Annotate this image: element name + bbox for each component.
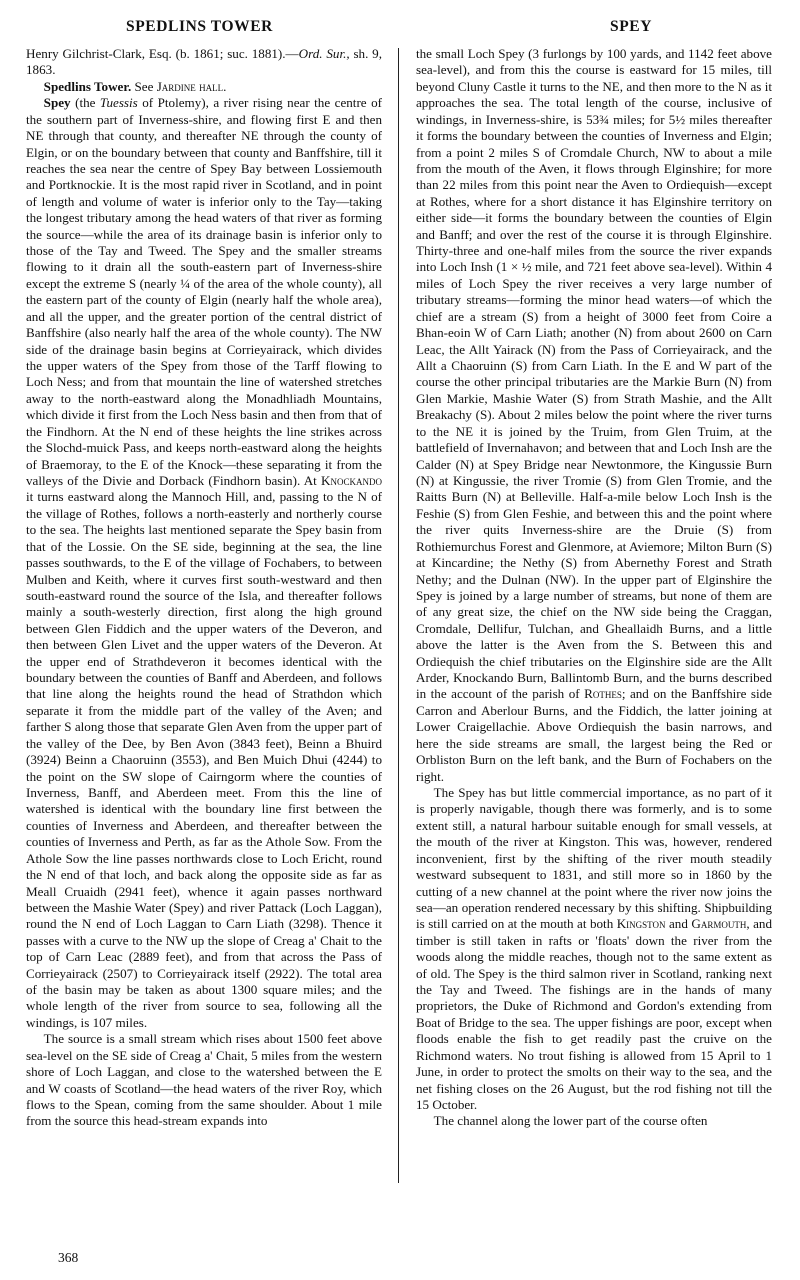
- page-number: 368: [58, 1250, 79, 1265]
- running-head: [30, 18, 770, 36]
- paragraph: [416, 785, 772, 1113]
- paragraph-text: The channel along the lower part of the course often: [433, 1113, 708, 1129]
- entry-spey: [26, 95, 382, 1031]
- paragraph-text: Spey (the Tuessis of Ptolemy), a river rising near the centre of the southern part of Inverness-shire, and flowing first E and then NE through that county, and thereafter NE through the county of Elgin, or on the boundary between that county and Banffshire, till it reaches the sea near the centre of Spey Bay between Lossiemouth and Portknockie. It is the most rapid river in Scotland, and in point of length and volume of water is inferior only to the Tay—taking the longest tributary among the head waters of that river as forming the source—while the area of its drainage basin is inferior only to those of the Tay and Tweed. The Spey and the smaller streams flowing to it drain all the south-eastern part of Inverness-shire except the extreme S (nearly ¼ of the area of the whole county), all the eastern part of the county of Elgin (nearly half the whole area), and all the upper, and the greater portion of the central district of Banffshire (also nearly half the area of the whole county). The NW side of the drainage basin begins at Corrieyairack, which divides the upper waters of the Spey from those of the Tarff flowing to Loch Ness; and from that mountain the line of watershed stretches away to the north-eastward along the Monadhliadh Mountains, which divide it first from the Loch Ness basin and then from that of the Findhorn. At the N end of these heights the line strikes across the Slochd-muick Pass, and keeps north-eastward along the heights of Braemoray, to the E of the Knock—these separating it from the valleys of the Divie and Dorback (Findhorn basin). At Knockando it turns eastward along the Mannoch Hill, and, passing to the N of the village of Rothes, follows a north-easterly and northerly course to the sea. The heights last mentioned separate the Spey basin from that of the Lossie. On the SE side, beginning at the sea, the line passes southwards, to the E of the village of Fochabers, to between Mulben and Keith, where it curves first south-westward and then south-eastward round the source of the Isla, and thereafter follows mainly a south-westerly direction, first along the high ground between Glen Fiddich and the upper waters of the Deveron, and then between Glen Livet and the upper waters of the Deveron. At the upper end of Strathdeveron it becomes identical with the boundary between the counties of Banff and Aberdeen, and follows that line along the heights round the head of Strathdon which separate it from the middle part of the valley of the Aven; and farther S along those that separate Glen Aven from the upper part of the valley of the Dee, by Ben Avon (3843 feet), Beinn a Bhuird (3924) Beinn a Chaoruinn (3553), and Ben Muich Dhui (4244) to the point on the SW slope of Cairngorm where the counties of Inverness, Banff, and Aberdeen meet. From this the line of watershed is identical with the boundary line first between the counties of Inverness and Aberdeen, and thereafter between the counties of Inverness and Perth, as far as the Athole Sow. From the Athole Sow the line passes northwards close to Loch Ericht, round the N end of that loch, and back along the opposite side as far as Meall Cruaidh (2941 feet), whence it again passes northward between the Mashie Water (Spey) and river Pattack (Loch Laggan), round the N end of Loch Laggan to Carn Liath (3298). Thence it passes with a curve to the NW up the slope of Creag a' Chait to the top of Carn Leac (2889 feet), and from that across the Pass of Corrieyairack (2507) to Corrieyairack itself (2922). The total area of the basin may be taken as about 1300 square miles; and the whole length of the river from source to sea, following all the windings, is 107 miles.: [26, 95, 382, 1030]
- two-column-body: [26, 46, 774, 1221]
- entry-spedlins-tower: [26, 79, 382, 95]
- paragraph-text: Henry Gilchrist-Clark, Esq. (b. 1861; suc. 1881).—Ord. Sur., sh. 9, 1863.: [26, 46, 382, 78]
- paragraph: [416, 46, 772, 785]
- running-head-right: SPEY: [609, 18, 652, 35]
- right-column: [399, 46, 772, 1221]
- paragraph-text: the small Loch Spey (3 furlongs by 100 yards, and 1142 feet above sea-level), and from this the course is eastward for 15 miles, till beyond Cluny Castle it turns to the NE, and then more to the N as it approaches the sea. The total length of the course, inclusive of windings, in Inverness-shire, is 53¾ miles; for 5½ miles thereafter it forms the boundary between the counties of Inverness and Elgin; from a point 2 miles S of Cromdale Church, NW to about a mile from the mouth of the Aven, it flows through Elginshire; for more than 22 miles from this point near the Aven to Ordiequish—except at Rothes, where for a short distance it has Elginshire territory on either side—it forms the boundary between the counties of Elgin and Banff; and over the rest of the course it is through Elginshire. Thirty-three and one-half miles from the source the river expands into Loch Insh (1 × ½ mile, and 721 feet above sea-level). Within 4 miles of Loch Spey the river receives a very large number of tributary streams—forming the minor head waters—of which the chief are a stream (S) from a height of 3000 feet from Coire a Bhan-eoin W of Carn Liath; another (N) from about 2600 on Carn Leac, the Allt Yairack (N) from the Pass of Corrieyairack, and the Allt a Chaoruinn (S) from Carn Liath. In the E and W part of the course the other principal tributaries are the Markie Burn (N) from Glen Markie, Mashie Water (S) from Strath Mashie, and the Allt Breakachy (S). About 2 miles below the point where the river turns to the NE it is joined by the Truim, from Glen Truim, at the battlefield of Invernahavon; and between that and Loch Insh are the Calder (N) at Spey Bridge near Newtonmore, the Kingussie Burn (N) at Kingussie, the river Tromie (S) from Glen Tromie, and the Raitts Burn (N) at Belleville. Half-a-mile below Loch Insh is the Feshie (S) from Glen Feshie, and between this and the point where the river quits Inverness-shire are the Druie (S) from Rothiemurchus Forest and Glenmore, at Aviemore; Milton Burn (S) at Kincardine; the Nethy (S) from Abernethy Forest and Strath Nethy; and the Dulnan (NW). In the upper part of Elginshire the Spey is joined by a large number of streams, but none of them are of any great size, the chief on the NW side being the Craggan, Cromdale, Dellifur, Tulchan, and Gheallaidh Burns, and a little above the latter is the Aven from the S. Between this and Ordiequish the chief tributaries on the Elginshire side are the Allt Arder, Knockando Burn, Ballintomb Burn, and the burns described in the account of the parish of Rothes; and on the Banffshire side Carron and Aberlour Burns, and the Fiddich, the latter joining at Lower Craigellachie. Above Ordiequish the basin narrows, and here the side streams are small, the largest being the Red or Orbliston Burn on the left bank, and the Burn of Fochabers on the right.: [416, 46, 772, 784]
- paragraph: [26, 1031, 382, 1130]
- paragraph-text: The source is a small stream which rises about 1500 feet above sea-level on the SE side of Creag a' Chait, 5 miles from the western shore of Loch Laggan, and close to the watershed between the E and W coasts of Scotland—the head waters of the river Roy, which flows to the Spean, coming from the same shoulder. About 1 mile from the source this head-stream expands into: [26, 1031, 382, 1129]
- paragraph: [26, 46, 382, 79]
- left-column: [26, 46, 398, 1221]
- paragraph-text: Spedlins Tower. See Jardine hall.: [43, 78, 227, 94]
- paragraph-text: The Spey has but little commercial importance, as no part of it is properly navigable, though there was formerly, and is to some extent still, a natural harbour suitable enough for small vessels, at the mouth of the river at Kingston. This was, however, rendered inconvenient, first by the shifting of the river mouth steadily westward subsequent to 1831, and still more so in 1860 by the cutting of a new channel at the point where the river now joins the sea—an operation rendered necessary by this shifting. Shipbuilding is still carried on at the mouth at both Kingston and Garmouth, and timber is still taken in rafts or 'floats' down the river from the woods along the middle reaches, though not to the same extent as of old. The Spey is the third salmon river in Scotland, ranking next the Tay and Tweed. The fishings are in the hands of many proprietors, the Duke of Richmond and Gordon's extending from Boat of Bridge to the sea. The upper fishings are poor, except when floods enable the fish to get readily past the cruive on the Richmond waters. No trout fishing is allowed from 15 April to 1 June, in order to protect the smolts on their way to the sea, and the net fishing closes on the 26 August, but the rod fishing not till the 15 October.: [416, 784, 772, 1112]
- paragraph: [416, 1113, 772, 1129]
- running-head-left: SPEDLINS TOWER: [126, 18, 273, 35]
